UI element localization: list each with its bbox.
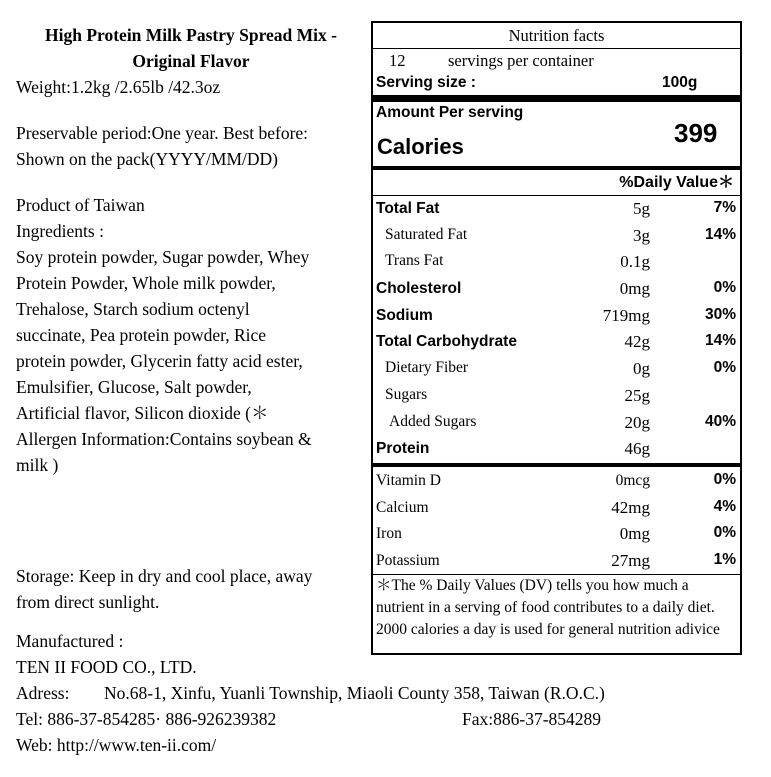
vitamin-daily-value: 4% bbox=[713, 497, 736, 515]
nutrient-name: Sugars bbox=[385, 385, 428, 403]
daily-value-header: %Daily Value＊ bbox=[373, 170, 740, 196]
address-label: Adress: bbox=[16, 683, 70, 703]
nutrient-amount: 0.1g bbox=[620, 252, 650, 272]
nutrient-amount: 3g bbox=[633, 225, 650, 245]
nutrient-name: Cholesterol bbox=[376, 280, 462, 298]
manufactured-label: Manufactured : bbox=[16, 631, 124, 651]
serving-size-label: Serving size : bbox=[376, 74, 476, 91]
vitamin-amount: 0mcg bbox=[615, 471, 650, 489]
nutrient-amount: 46g bbox=[624, 439, 650, 459]
ingredients-line: Protein Powder, Whole milk powder, bbox=[16, 273, 276, 293]
nutrient-row-saturated-fat bbox=[373, 223, 740, 250]
nutrient-name: Protein bbox=[376, 440, 430, 458]
calories-value: 399 bbox=[674, 118, 718, 148]
nutrient-daily-value: 0% bbox=[713, 359, 736, 377]
nutrient-row-sodium bbox=[373, 303, 740, 330]
nutrient-row-cholesterol bbox=[373, 276, 740, 303]
ingredients-line: protein powder, Glycerin fatty acid ester, bbox=[16, 351, 303, 371]
telephone: Tel: 886-37-854285· 886-926239382 bbox=[16, 709, 277, 729]
ingredients-line: Trehalose, Starch sodium octenyl bbox=[16, 299, 250, 319]
nutrient-daily-value: 7% bbox=[713, 199, 736, 216]
calories-label: Calories bbox=[377, 134, 464, 159]
daily-value-footnote: ＊The % Daily Values (DV) tells you how much a nutrient in a serving of food contributes to a daily diet. 2000 calories a day is used for general nutrition adivice bbox=[373, 574, 740, 651]
nutrient-row-trans-fat bbox=[373, 249, 740, 276]
vitamin-amount: 27mg bbox=[611, 550, 650, 570]
nutrient-name: Total Fat bbox=[376, 200, 440, 217]
preservable-period-line-1: Preservable period:One year. Best before: bbox=[16, 123, 309, 143]
serving-size-value: 100g bbox=[662, 74, 698, 91]
vitamin-amount: 0mg bbox=[619, 524, 650, 544]
nutrient-row-dietary-fiber bbox=[373, 356, 740, 383]
nutrient-name: Added Sugars bbox=[389, 412, 477, 430]
preservable-period-line-2: Shown on the pack(YYYY/MM/DD) bbox=[16, 149, 278, 169]
ingredients-line: Allergen Information:Contains soybean & bbox=[16, 429, 312, 449]
nutrient-amount: 0mg bbox=[619, 279, 650, 299]
vitamin-row-potassium bbox=[373, 547, 740, 574]
nutrient-daily-value: 14% bbox=[704, 225, 736, 243]
vitamin-row-iron bbox=[373, 520, 740, 547]
vitamin-list bbox=[373, 463, 740, 574]
nutrition-facts-panel bbox=[371, 21, 742, 655]
spacer bbox=[16, 100, 368, 120]
product-title-line-2: Original Flavor bbox=[132, 51, 250, 71]
vitamin-daily-value: 1% bbox=[713, 550, 736, 568]
vitamin-name: Vitamin D bbox=[376, 471, 441, 489]
weight: Weight:1.2kg /2.65lb /42.3oz bbox=[16, 77, 221, 97]
company-name: TEN II FOOD CO., LTD. bbox=[16, 657, 197, 677]
fax: Fax:886-37-854289 bbox=[462, 709, 602, 729]
vitamin-row-vitamin-d bbox=[373, 467, 740, 494]
product-title-line-1: High Protein Milk Pastry Spread Mix - bbox=[45, 25, 337, 45]
nutrient-name: Trans Fat bbox=[385, 252, 444, 270]
contact-row bbox=[16, 706, 756, 732]
servings-number: 12 bbox=[389, 51, 406, 70]
spacer bbox=[16, 172, 368, 192]
nutrient-row-sugars bbox=[373, 383, 740, 410]
nutrient-row-added-sugars bbox=[373, 410, 740, 437]
storage-line-2: from direct sunlight. bbox=[16, 592, 160, 612]
ingredients-line: milk ) bbox=[16, 455, 59, 475]
nutrient-amount: 20g bbox=[624, 412, 650, 432]
servings-row bbox=[373, 49, 740, 73]
nutrient-amount: 5g bbox=[633, 199, 650, 218]
nutrient-name: Total Carbohydrate bbox=[376, 333, 517, 351]
amount-per-serving: Amount Per serving bbox=[376, 104, 524, 121]
nutrient-daily-value: 30% bbox=[704, 305, 736, 323]
nutrient-name: Saturated Fat bbox=[385, 225, 468, 243]
address-value: No.68-1, Xinfu, Yuanli Township, Miaoli County 358, Taiwan (R.O.C.) bbox=[104, 683, 605, 703]
nutrient-name: Dietary Fiber bbox=[385, 359, 469, 377]
product-title bbox=[14, 22, 368, 74]
nutrient-list bbox=[373, 196, 740, 463]
nutrient-name: Sodium bbox=[376, 306, 433, 324]
vitamin-name: Potassium bbox=[376, 551, 440, 569]
nutrition-title: Nutrition facts bbox=[373, 23, 740, 49]
ingredients-label: Ingredients : bbox=[16, 221, 104, 241]
vitamin-name: Iron bbox=[376, 525, 402, 543]
ingredients-text bbox=[16, 244, 368, 478]
ingredients-line: succinate, Pea protein powder, Rice bbox=[16, 325, 267, 345]
nutrient-daily-value: 14% bbox=[704, 332, 736, 350]
ingredients-line: Emulsifier, Glucose, Salt powder, bbox=[16, 377, 252, 397]
vitamin-daily-value: 0% bbox=[713, 470, 736, 488]
vitamin-name: Calcium bbox=[376, 498, 429, 516]
nutrient-amount: 719mg bbox=[602, 305, 650, 325]
vitamin-row-calcium bbox=[373, 494, 740, 521]
calories-block bbox=[373, 102, 740, 170]
servings-text: servings per container bbox=[448, 51, 594, 70]
vitamin-daily-value: 0% bbox=[713, 524, 736, 542]
nutrient-row-total-fat bbox=[373, 196, 740, 223]
address-row bbox=[16, 680, 756, 706]
product-info bbox=[16, 22, 368, 478]
ingredients-line: Artificial flavor, Silicon dioxide (＊ bbox=[16, 403, 269, 423]
vitamin-amount: 42mg bbox=[611, 497, 650, 517]
nutrient-row-protein bbox=[373, 436, 740, 463]
nutrient-daily-value: 40% bbox=[704, 412, 736, 430]
nutrient-daily-value: 0% bbox=[713, 279, 736, 297]
nutrient-row-total-carbohydrate bbox=[373, 329, 740, 356]
ingredients-line: Soy protein powder, Sugar powder, Whey bbox=[16, 247, 310, 267]
serving-size-row bbox=[373, 73, 740, 102]
nutrient-amount: 0g bbox=[633, 359, 650, 379]
origin: Product of Taiwan bbox=[16, 195, 145, 215]
website: Web: http://www.ten-ii.com/ bbox=[16, 735, 217, 755]
storage bbox=[16, 563, 368, 615]
nutrient-amount: 42g bbox=[624, 332, 650, 352]
nutrient-amount: 25g bbox=[624, 385, 650, 405]
storage-line-1: Storage: Keep in dry and cool place, away bbox=[16, 566, 313, 586]
